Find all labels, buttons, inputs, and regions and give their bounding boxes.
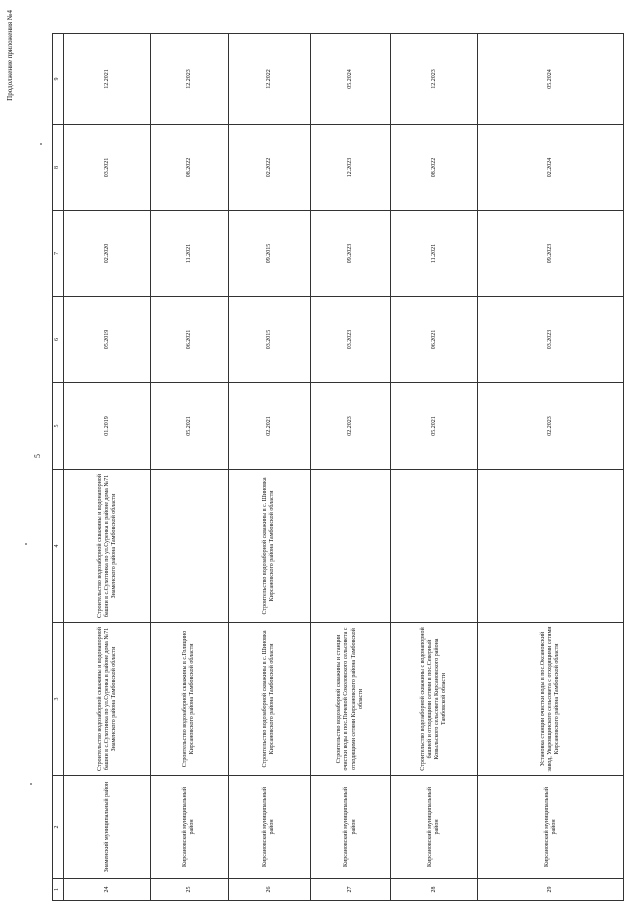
object-repeat-cell: Строительство водозаборной скважины и водонапорной башни в с.Сухотинка по ул.Суренка в районе дома №71 Знаменского района Тамбовской области	[64, 470, 151, 623]
scan-speck	[25, 543, 27, 545]
date-cell: 05.2019	[64, 297, 151, 383]
date-cell: 02.2023	[310, 383, 390, 470]
scan-speck	[40, 143, 42, 145]
date-cell: 02.2024	[478, 125, 624, 211]
header-cell: 7	[53, 211, 64, 297]
date-cell: 09.2023	[478, 211, 624, 297]
date-cell: 05.2024	[310, 34, 390, 125]
date-cell: 09.2015	[228, 211, 310, 297]
header-cell: 3	[53, 623, 64, 776]
row-number: 28	[391, 879, 478, 901]
row-number: 25	[151, 879, 228, 901]
date-cell: 03.2023	[478, 297, 624, 383]
row-number: 24	[64, 879, 151, 901]
date-cell: 06.2021	[391, 297, 478, 383]
object-cell: Строительство водозаборной скважины с водонапорной башней и отходящими сетями в пос.Северный Ковыльского сельсовета Кирсановского района Тамбовской области	[391, 623, 478, 776]
appendix-note: Продолжение приложения №4	[6, 10, 14, 101]
header-cell: 8	[53, 125, 64, 211]
row-number: 27	[310, 879, 390, 901]
date-cell: 12.2023	[310, 125, 390, 211]
date-cell: 12.2023	[391, 34, 478, 125]
table-row	[478, 34, 624, 901]
date-cell: 12.2023	[151, 34, 228, 125]
object-cell: Строительство водозаборной скважины и водонапорной башни в с.Сухотинка по ул.Суренка в районе дома №71 Знаменского района Тамбовской области	[64, 623, 151, 776]
projects-table	[52, 33, 624, 901]
date-cell: 02.2022	[228, 125, 310, 211]
table-row	[310, 34, 390, 901]
district-cell: Кирсановский муниципальный район	[151, 776, 228, 879]
date-cell: 01.2019	[64, 383, 151, 470]
object-cell: Строительство водозаборной скважины в с.Голицино Кирсановского района Тамбовской области	[151, 623, 228, 776]
header-cell: 5	[53, 383, 64, 470]
date-cell: 03.2015	[228, 297, 310, 383]
date-cell: 03.2021	[64, 125, 151, 211]
header-cell: 1	[53, 879, 64, 901]
date-cell: 05.2021	[391, 383, 478, 470]
table-row	[391, 34, 478, 901]
district-cell: Кирсановский муниципальный район	[310, 776, 390, 879]
date-cell: 02.2021	[228, 383, 310, 470]
date-cell: 02.2023	[478, 383, 624, 470]
district-cell: Кирсановский муниципальный район	[478, 776, 624, 879]
row-number: 29	[478, 879, 624, 901]
scan-speck	[30, 783, 32, 785]
date-cell: 08.2022	[391, 125, 478, 211]
district-cell: Кирсановский муниципальный район	[391, 776, 478, 879]
date-cell: 05.2021	[151, 383, 228, 470]
object-repeat-cell	[391, 470, 478, 623]
district-cell: Кирсановский муниципальный район	[228, 776, 310, 879]
object-repeat-cell: Строительство водозаборной скважины в с. Шиновка Кирсановского района Тамбовской области	[228, 470, 310, 623]
header-cell: 2	[53, 776, 64, 879]
object-repeat-cell	[310, 470, 390, 623]
date-cell: 12.2022	[228, 34, 310, 125]
date-cell: 03.2023	[310, 297, 390, 383]
header-cell: 4	[53, 470, 64, 623]
date-cell: 08.2022	[151, 125, 228, 211]
date-cell: 02.2020	[64, 211, 151, 297]
table-row	[64, 34, 151, 901]
district-cell: Знаменский муниципальный район	[64, 776, 151, 879]
object-cell: Установка станции очистки воды в пос.Оксановский завод, Уваровщинского сельсовета с отходящими сетями Кирсановского района Тамбовской области	[478, 623, 624, 776]
header-cell: 6	[53, 297, 64, 383]
date-cell: 11.2021	[391, 211, 478, 297]
row-number: 26	[228, 879, 310, 901]
date-cell: 06.2021	[151, 297, 228, 383]
object-repeat-cell	[478, 470, 624, 623]
date-cell: 12.2021	[64, 34, 151, 125]
table-row	[151, 34, 228, 901]
page-number: 5	[33, 454, 42, 458]
object-repeat-cell	[151, 470, 228, 623]
table-row	[228, 34, 310, 901]
object-cell: Строительство водозаборной скважины и станции очистки воды в пос.Пичевой Соколовского сельсовета с отходящими сетями Кирсановского района Тамбовской области	[310, 623, 390, 776]
object-cell: Строительство водозаборной скважины в с. Шиновка Кирсановского района Тамбовской области	[228, 623, 310, 776]
date-cell: 05.2024	[478, 34, 624, 125]
header-cell: 9	[53, 34, 64, 125]
table-header-row	[53, 34, 64, 901]
date-cell: 11.2021	[151, 211, 228, 297]
date-cell: 09.2023	[310, 211, 390, 297]
